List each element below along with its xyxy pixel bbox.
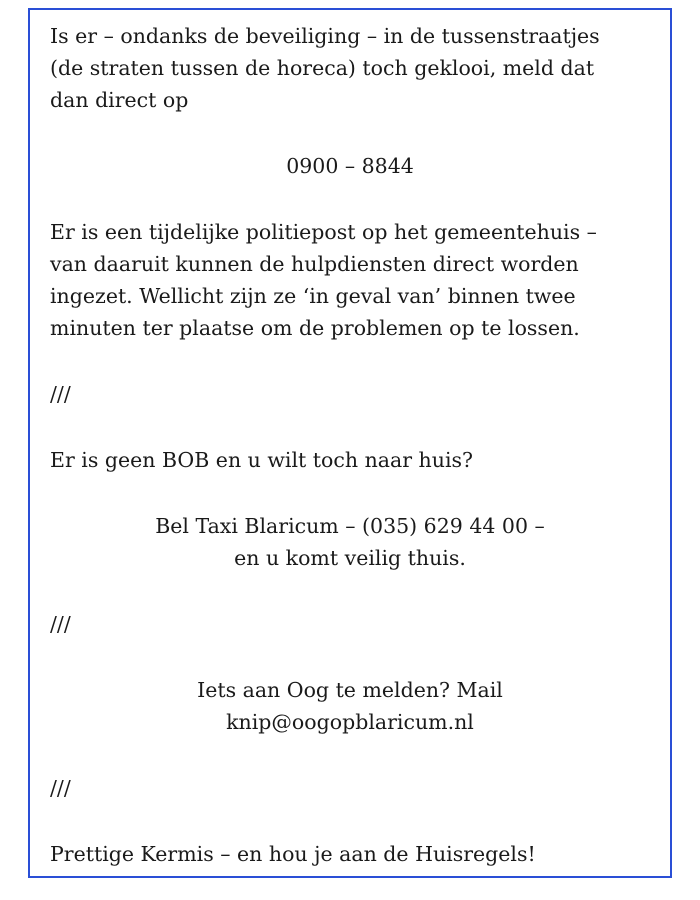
separator-2: /// — [50, 612, 71, 636]
emergency-phone-number: 0900 – 8844 — [286, 154, 414, 178]
taxi-paragraph: Bel Taxi Blaricum – (035) 629 44 00 – en u komt veilig thuis. — [155, 514, 545, 570]
intro-paragraph: Is er – ondanks de beveiliging – in de tussenstraatjes (de straten tussen de horeca) toch geklooi, meld dat dan direct op — [50, 24, 600, 112]
notice-frame — [28, 8, 672, 878]
notice-content — [50, 20, 650, 870]
separator-1: /// — [50, 382, 71, 406]
bob-question: Er is geen BOB en u wilt toch naar huis? — [50, 448, 474, 472]
closing-line: Prettige Kermis – en hou je aan de Huisregels! — [50, 842, 536, 866]
report-mail-paragraph: Iets aan Oog te melden? Mail knip@oogopblaricum.nl — [197, 678, 503, 734]
police-post-paragraph: Er is een tijdelijke politiepost op het gemeentehuis – van daaruit kunnen de hulpdiensten direct worden ingezet. Wellicht zijn ze ‘in geval van’ binnen twee minuten ter plaatse om de problemen op te lossen. — [50, 220, 597, 340]
separator-3: /// — [50, 776, 71, 800]
